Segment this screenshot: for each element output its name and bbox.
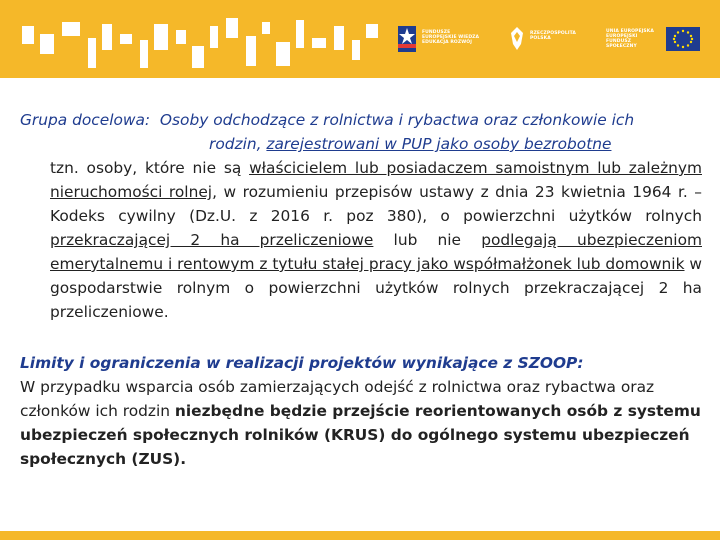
banner-decoration [120, 34, 132, 44]
eu-flag-icon [666, 27, 700, 51]
limits-text [20, 375, 702, 471]
target-group-title-line2-underlined: zarejestrowani w PUP jako osoby bezrobotne [266, 135, 612, 153]
desc-text-1: tzn. osoby, które nie są [50, 159, 250, 177]
limits-section [20, 351, 702, 471]
banner-decoration [366, 24, 378, 38]
government-logo [506, 22, 596, 56]
fe-star-icon [396, 22, 420, 56]
limits-text-bold: niezbędne będzie przejście reorientowanych osób z systemu ubezpieczeń społecznych rolników (KRUS) do ogólnego systemu ubezpieczeń społecznych (ZUS). [20, 402, 701, 468]
banner-decoration [296, 20, 304, 48]
eu-logo-text: UNIA EUROPEJSKA EUROPEJSKI FUNDUSZ SPOŁECZNY [606, 29, 654, 49]
banner-decoration [40, 34, 54, 54]
desc-text-4: w gospodarstwie rolnym o powierzchni użytków rolnych przekraczającej 2 ha przeliczeniowe. [50, 255, 702, 321]
desc-text-3: lub nie [373, 231, 482, 249]
limits-text-regular: W przypadku wsparcia osób zamierzających odejść z rolnictwa oraz rybactwa oraz członków ich rodzin [20, 378, 655, 420]
header-banner [0, 0, 720, 78]
eagle-emblem-icon [506, 24, 528, 54]
footer-bar [0, 531, 720, 540]
banner-decoration [334, 26, 344, 50]
target-group-title-line1: Osoby odchodzące z rolnictwa i rybactwa oraz członkowie ich [159, 111, 635, 129]
banner-decoration [262, 22, 270, 34]
desc-underlined-3: podlegają ubezpieczeniom emerytalnemu i rentowym z tytułu stałej pracy jako współmałżonek lub domownik [50, 231, 702, 273]
target-group-heading [20, 108, 702, 132]
banner-decoration [88, 38, 96, 68]
banner-decoration [102, 24, 112, 50]
target-group-description [20, 156, 702, 324]
fe-logo-text: FUNDUSZE EUROPEJSKIE WIEDZA EDUKACJA ROZWÓJ [422, 30, 480, 45]
banner-decoration [22, 26, 34, 44]
banner-decoration [312, 38, 326, 48]
banner-decoration [210, 26, 218, 48]
banner-decoration [192, 46, 204, 68]
banner-decoration [352, 40, 360, 60]
target-group-title-line2-pre: rodzin, [209, 135, 267, 153]
target-group-title-line2 [20, 132, 702, 156]
banner-decoration [246, 36, 256, 66]
fundusze-europejskie-logo [396, 22, 486, 56]
banner-decoration [276, 42, 290, 66]
banner-decoration [176, 30, 186, 44]
desc-underlined-2: przekraczającej 2 ha przeliczeniowe [50, 231, 374, 249]
banner-decoration [226, 18, 238, 38]
target-group-label: Grupa docelowa: [20, 111, 151, 129]
banner-decoration [154, 24, 168, 50]
eu-logo [606, 22, 700, 56]
banner-decoration [62, 22, 80, 36]
main-content [20, 108, 702, 471]
gov-logo-text: RZECZPOSPOLITA POLSKA [530, 31, 576, 41]
desc-text-2: , w rozumieniu przepisów ustawy z dnia 23 kwietnia 1964 r. – Kodeks cywilny (Dz.U. z 2016 r. poz 380), o powierzchni użytków rolnych [50, 183, 703, 225]
banner-decoration [140, 40, 148, 68]
desc-underlined-1: właścicielem lub posiadaczem samoistnym lub zależnym nieruchomości rolnej [50, 159, 702, 201]
limits-title: Limity i ograniczenia w realizacji projektów wynikające z SZOOP: [20, 354, 584, 372]
